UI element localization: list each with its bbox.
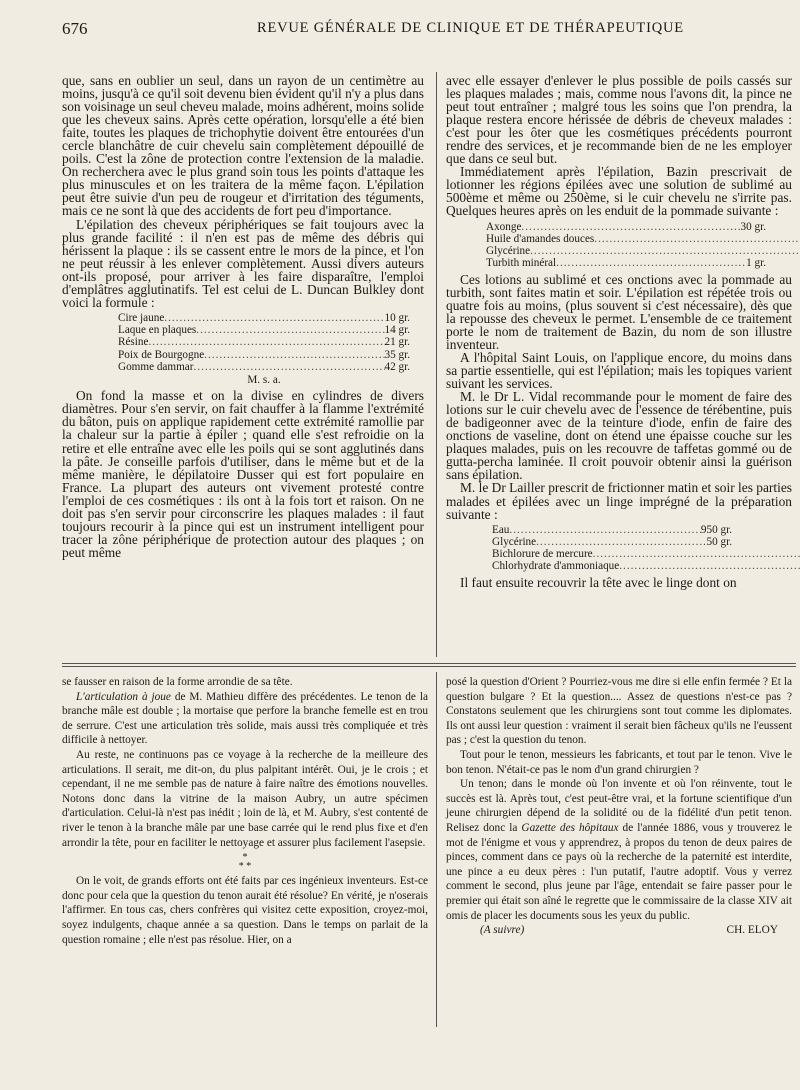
section-break-asterisks: * * * <box>238 852 252 873</box>
paragraph: M. le Dr L. Vidal recommande pour le moment de faire des lotions sur le cuir chevelu avec de l'essence de térébentine, puis de badigeonner avec de la teinture d'iode, enfin de faire des onctions de vaseline, dont on étend une épaisse couche sur les plaques malades, puis on les recouvre de taffetas gommé ou de gutta-percha laminée. Il croit pouvoir obtenir ainsi la guérison sans épilation. <box>446 389 792 483</box>
formula-row: Glycérine ..... 50 gr. <box>492 536 732 548</box>
paragraph: L'épilation des cheveux périphériques se fait toujours avec la plus grande facilité : il n'en est pas de même des débris qui hérissent la plaque : ils se cassent entre le mors de la pince, et l'on ne peut réussir à les enlever complètement. Aussi divers auteurs ont-ils proposé, pour arriver à les faire disparaître, l'emploi d'emplâtres agglutinatifs. Tel est celui de L. Duncan Bulkley dont voici la formule : <box>62 216 424 310</box>
upper-right-column <box>446 74 792 589</box>
running-head <box>62 19 746 39</box>
formula-row: Laque en plaques ..... 14 gr. <box>118 324 410 336</box>
paragraph: On le voit, de grands efforts ont été faits par ces ingénieux inventeurs. Est-ce donc pour cela que la question du tenon aurait été résolue? En vérité, je n'oserais l'affirmer. En tous cas, chers confrères qui visitez cette exposition, croyez-moi, soyez indulgents, chaque année a sa question. Dans le temps on parlait de la question romaine ; elle n'est pas résolue. Hier, on a <box>62 875 428 946</box>
paragraph: avec elle essayer d'enlever le plus possible de poils cassés sur les plaques malades ; mais, comme nous l'avons dit, la pince ne peut tout entraîner ; malgré tous les soins que l'on prendra, la plaque restera encore hérissée de débris de cheveux malades : c'est pour les ôter que les cosmétiques précédents pourront rendre des services, et je recommande bien de ne les employer que dans ce seul but. <box>446 73 792 167</box>
journal-title: REVUE GÉNÉRALE DE CLINIQUE ET DE THÉRAPEUTIQUE <box>257 20 684 36</box>
formula-brace-group <box>486 233 766 258</box>
column-divider-upper <box>436 72 437 657</box>
paragraph: M. le Dr Lailler prescrit de frictionner matin et soir les parties malades et épilées avec un linge imprégné de la préparation suivante : <box>446 480 792 522</box>
lower-right-column <box>446 675 792 938</box>
emphasis: L'articulation à joue <box>76 690 171 703</box>
formula-row: Poix de Bourgogne ..... 35 gr. <box>118 349 410 361</box>
formula-row: Résine ..... 21 gr. <box>118 336 410 348</box>
paragraph: que, sans en oublier un seul, dans un rayon de un centimètre au moins, jusqu'à ce qu'il soit devenu bien évident qu'il n'y a plus dans son voisinage un seul cheveu malade, moins adhérent, moins solide que les cheveux sains. Après cette opération, lorsqu'elle a été bien faite, toutes les plaques de trichophytie doivent être entourées d'un cercle blanchâtre de cuir chevelu sain complètement dépouillé de poils. C'est la zône de protection contre l'extension de la maladie. On recherchera avec le plus grand soin tous les points d'attaque les plus minuscules et on les traitera de la même façon. L'épilation peut être suivie d'un peu de rougeur et d'irritation des téguments, mais ce ne sont là que des accidents de fort peu d'importance. <box>62 73 424 219</box>
paragraph: Un tenon; dans le monde où l'on invente et où l'on réinvente, tout le succès est là. Après tout, c'est peut-être vrai, et la fortune scientifique d'un jeune chirurgien dépend de la solidité ou de la fidélité d'un petit tenon. Relisez donc la Gazette des hôpitaux de l'année 1886, vous y trouverez le mot de l'énigme et vous y apprendrez, à propos du tenon de deux paires de pinces, comment dans ce pays où la recherche de la paternité est interdite, une pince a eu deux pères : l'un putatif, l'autre adoptif. Vous y verrez comment le second, plus jeune par l'âge, entendait se faire passer pour le premier qui était son aîné le regrette que le commissaire de la classe XIV ait omis de placer les documents sous les yeux du public. <box>446 778 792 922</box>
formula-row: Gomme dammar ..... 42 gr. <box>118 361 410 373</box>
formula-row: Huile d'amandes douces ..... <box>486 233 800 245</box>
section-divider-2 <box>62 666 796 667</box>
paragraph: se fausser en raison de la forme arrondie de sa tête. <box>62 676 293 688</box>
paragraph: posé la question d'Orient ? Pourriez-vous me dire si elle enfin fermée ? Et la question bulgare ? Et la question.... Assez de questions n'est-ce pas ? Constatons seulement que les chirurgiens sont tout comme les diplomates. Ils ont aussi leur question : vraiment il serait bien fâcheux qu'ils ne l'eussent pas ; c'est la question du tenon. <box>446 676 792 747</box>
formula-row: Axonge ..... 30 gr. <box>486 221 766 233</box>
paragraph: Ces lotions au sublimé et ces onctions avec la pommade au turbith, sont faites matin et soir. L'épilation est répétée trois ou quatre fois au moins, (plus souvent si c'est nécessaire), dès que la repousse des cheveux le permet. L'ensemble de ce traitement porte le nom de traitement de Bazin, du nom de son illustre inventeur. <box>446 271 792 352</box>
to-be-continued: (A suivre) <box>480 924 525 937</box>
preparation-formula <box>492 524 732 573</box>
formula-row: Glycérine ..... <box>486 245 800 257</box>
page-number: 676 <box>62 19 88 38</box>
paragraph: Immédiatement après l'épilation, Bazin prescrivait de lotionner les régions épilées avec une solution de sublimé au 500ème et même ou 250ème, si le cuir chevelu ne s'irrite pas. Quelques heures après on les enduit de la pommade suivante : <box>446 164 792 219</box>
upper-left-column <box>62 74 424 559</box>
author-signature: CH. ELOY <box>726 924 778 937</box>
paragraph: Il faut ensuite recouvrir la tête avec le linge dont on <box>460 574 737 590</box>
formula-row: Bichlorure de mercure ..... <box>492 548 800 560</box>
pommade-formula <box>486 221 766 270</box>
paragraph: Au reste, ne continuons pas ce voyage à la recherche de la meilleure des articulations. Il serait, me dit-on, du plus palpitant intérêt. Oui, je le crois ; et cependant, il ne me semble pas de nature à faire naître des émotions nouvelles. Notons donc dans la vitrine de la maison Aubry, un autre spécimen d'articulation. Celui-là n'est pas inédit ; loin de là, et M. Aubry, s'est contenté de river le tenon à la branche mâle par une base carrée qui le rend plus fixe et d'en arrondir la tête, pour en faciliter le nettoyage et assurer plus facilement l'asepsie. <box>62 748 428 849</box>
section-divider <box>62 663 796 664</box>
plaster-formula <box>118 312 410 386</box>
lower-left-column <box>62 675 428 947</box>
column-divider-lower <box>436 672 437 1027</box>
formula-row: Eau ..... 950 gr. <box>492 524 732 536</box>
paragraph: On fond la masse et on la divise en cylindres de divers diamètres. Pour s'en servir, on fait chauffer à la flamme l'extrémité du bâton, puis on applique rapidement cette extrémité ramollie par la chaleur sur la partie à épiler ; quand elle s'est refroidie on la retire et elle entraîne avec elle les poils qui se sont agglutinés dans la pâte. Je conseille parfois d'utiliser, dans le même but et de la même manière, le dépilatoire Dusser qui est fort populaire en France. La plupart des auteurs ont vivement protesté contre l'emploi de ces cosmétiques : ils ont à la fois tort et raison. On ne doit pas s'en servir pour circonscrire les plaques malades : il faut toujours recourir à la pince qui est un instrument intelligent pour tracer la zône périphérique de protection autour des plaques ; on peut même <box>62 388 424 560</box>
formula-row: Cire jaune ..... 10 gr. <box>118 312 410 324</box>
paragraph: A l'hôpital Saint Louis, on l'applique encore, du moins dans sa partie essentielle, qui est l'épilation; mais les topiques varient suivant les services. <box>446 349 792 392</box>
paragraph: Tout pour le tenon, messieurs les fabricants, et tout par le tenon. Vive le bon tenon. N'était-ce pas le nom d'un grand chirurgien ? <box>446 748 792 776</box>
formula-signature: M. s. a. <box>247 374 281 387</box>
paragraph: L'articulation à joue de M. Mathieu diffère des précédentes. Le tenon de la branche mâle est double ; la mortaise que perfore la branche femelle est en trou de serrure. C'est une articulation très solide, mais aussi très compliquée et très difficile à nettoyer. <box>62 690 428 747</box>
formula-row: Chlorhydrate d'ammoniaque ..... <box>492 560 800 572</box>
emphasis: Gazette des hôpitaux <box>521 821 619 834</box>
formula-row: Turbith minéral ..... 1 gr. <box>486 257 766 269</box>
formula-brace-group <box>492 548 732 573</box>
article-footer <box>446 923 792 938</box>
